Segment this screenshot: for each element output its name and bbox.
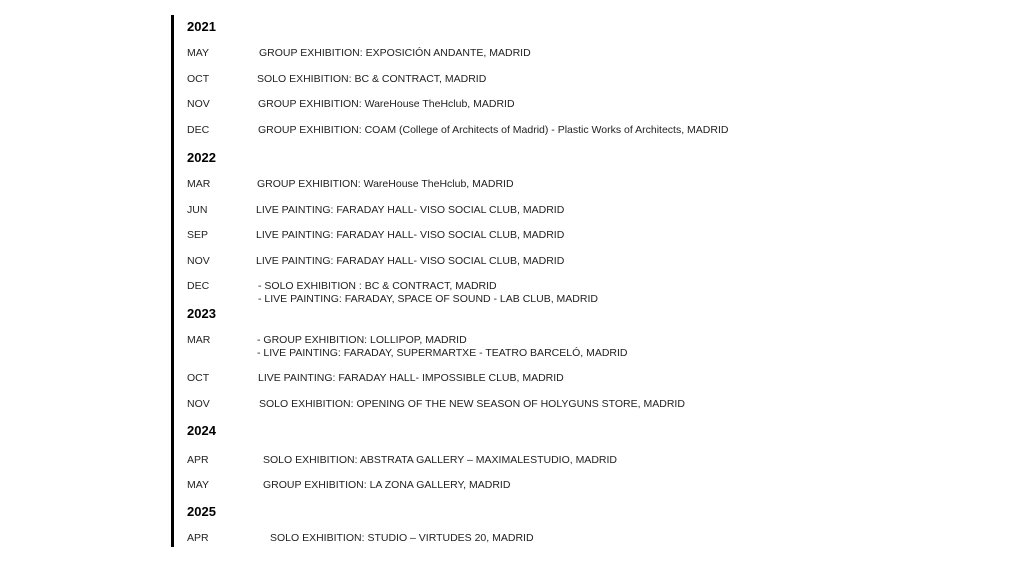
entry-month: MAY <box>187 479 209 491</box>
entry-month: OCT <box>187 372 210 384</box>
year-heading: 2024 <box>187 423 216 438</box>
entry-description: GROUP EXHIBITION: COAM (College of Architects of Madrid) - Plastic Works of Architects, MADRID <box>258 124 729 136</box>
entry-description: GROUP EXHIBITION: EXPOSICIÓN ANDANTE, MADRID <box>259 47 531 59</box>
entry-month: DEC <box>187 280 210 292</box>
entry-month: JUN <box>187 204 208 216</box>
entry-description: SOLO EXHIBITION: ABSTRATA GALLERY – MAXIMALESTUDIO, MADRID <box>263 454 617 466</box>
entry-description: LIVE PAINTING: FARADAY HALL- IMPOSSIBLE CLUB, MADRID <box>258 372 564 384</box>
entry-description: SOLO EXHIBITION: STUDIO – VIRTUDES 20, MADRID <box>270 532 534 544</box>
year-heading: 2025 <box>187 504 216 519</box>
entry-month: MAR <box>187 334 211 346</box>
entry-description: - SOLO EXHIBITION : BC & CONTRACT, MADRID <box>258 280 497 292</box>
entry-description: LIVE PAINTING: FARADAY HALL- VISO SOCIAL CLUB, MADRID <box>256 204 565 216</box>
entry-description: GROUP EXHIBITION: WareHouse TheHclub, MADRID <box>257 178 514 190</box>
entry-description: SOLO EXHIBITION: BC & CONTRACT, MADRID <box>257 73 487 85</box>
entry-month: NOV <box>187 398 210 410</box>
entry-month: DEC <box>187 124 210 136</box>
entry-description: LIVE PAINTING: FARADAY HALL- VISO SOCIAL CLUB, MADRID <box>256 229 565 241</box>
entry-description: GROUP EXHIBITION: LA ZONA GALLERY, MADRID <box>263 479 511 491</box>
entry-month: APR <box>187 532 209 544</box>
entry-description: - GROUP EXHIBITION: LOLLIPOP, MADRID <box>257 334 467 346</box>
year-heading: 2023 <box>187 306 216 321</box>
entry-month: MAR <box>187 178 211 190</box>
entry-description: SOLO EXHIBITION: OPENING OF THE NEW SEASON OF HOLYGUNS STORE, MADRID <box>259 398 685 410</box>
year-heading: 2022 <box>187 150 216 165</box>
timeline-bar <box>171 15 174 547</box>
entry-month: MAY <box>187 47 209 59</box>
entry-month: OCT <box>187 73 210 85</box>
entry-description: - LIVE PAINTING: FARADAY, SPACE OF SOUND - LAB CLUB, MADRID <box>258 293 598 305</box>
entry-description: - LIVE PAINTING: FARADAY, SUPERMARTXE - TEATRO BARCELÓ, MADRID <box>257 347 628 359</box>
entry-description: LIVE PAINTING: FARADAY HALL- VISO SOCIAL CLUB, MADRID <box>256 255 565 267</box>
entry-month: NOV <box>187 255 210 267</box>
entry-month: APR <box>187 454 209 466</box>
entry-description: GROUP EXHIBITION: WareHouse TheHclub, MADRID <box>258 98 515 110</box>
entry-month: SEP <box>187 229 209 241</box>
year-heading: 2021 <box>187 19 216 34</box>
entry-month: NOV <box>187 98 210 110</box>
